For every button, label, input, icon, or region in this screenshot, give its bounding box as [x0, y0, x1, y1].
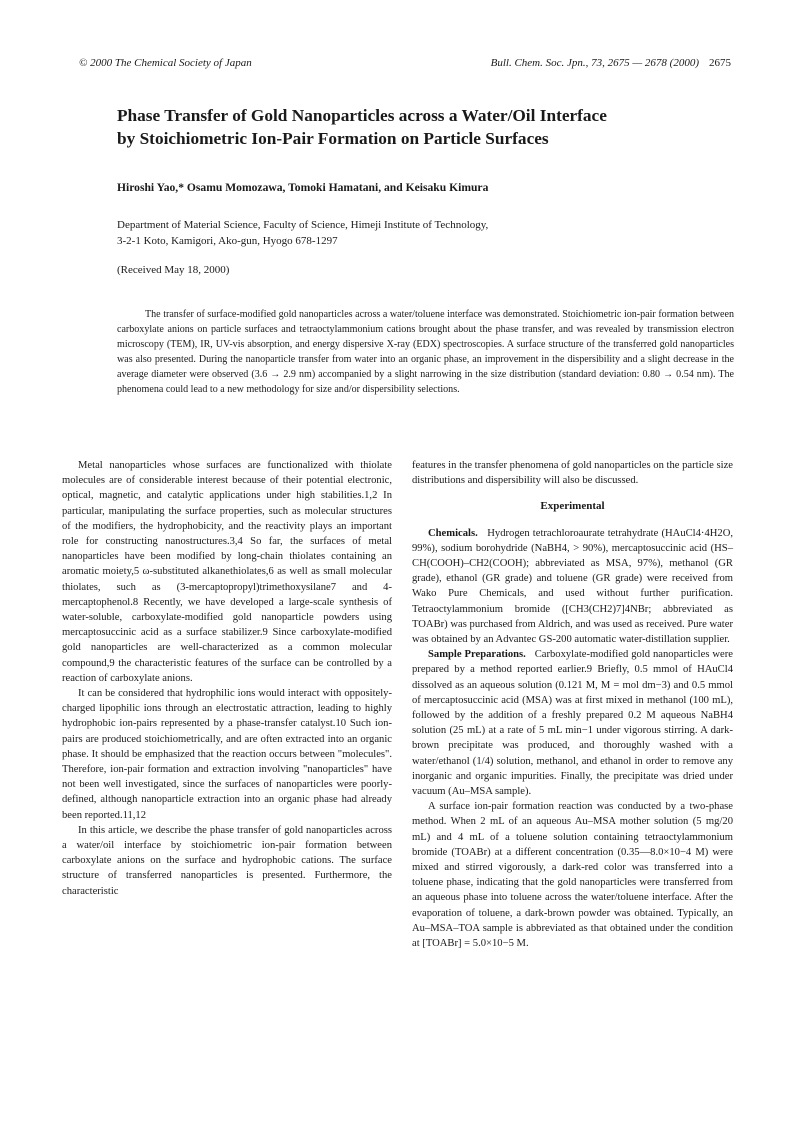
- sample-paragraph: [412, 647, 733, 799]
- ionpair-paragraph: A surface ion-pair formation reaction was conducted by a two-phase method. When 2 mL of an aqueous Au–MSA mother solution (5 mg/20 mL) and 4 mL of a toluene solution containing tetraoctylammonium bromide (TOABr) at a different concentration (0.35—8.0×10−4 M) were mixed and stirred vigorously, a dark-red color was transferred into a toluene phase, indicating that the gold nanoparticles were transferred from an aqueous phase into toluene across the water/toluene interface. After the evaporation of toluene, a dark-brown powder was obtained. Typically, an Au–MSA–TOA sample is abbreviated as that obtained under the condition at [TOABr] = 5.0×10−5 M.: [412, 801, 733, 950]
- chemicals-paragraph: [412, 526, 733, 648]
- received-date: (Received May 18, 2000): [117, 264, 230, 276]
- running-header: [491, 57, 731, 69]
- sample-heading: Sample Preparations.: [428, 649, 526, 661]
- chemicals-heading: Chemicals.: [428, 527, 478, 539]
- right-column: [412, 458, 733, 951]
- copyright-line: © 2000 The Chemical Society of Japan: [79, 57, 252, 69]
- abstract: The transfer of surface-modified gold nanoparticles across a water/toluene interface was demonstrated. Stoichiometric ion-pair formation between carboxylate anions on particle surfaces and tetraoctylammonium cations brought about the phase transfer, and was revealed by transmission electron microscopy (TEM), IR, UV-vis absorption, and energy dispersive X-ray (EDX) spectroscopies. A surface structure of the transferred gold nanoparticles was also presented. During the nanoparticle transfer from water into an organic phase, an improvement in the dispersibility and a slight decrease in the average diameter were observed (3.6 → 2.9 nm) accompanied by a slight narrowing in the size distribution (standard deviation: 0.80 → 0.54 nm). The phenomena could lead to a new methodology for size and/or dispersibility selections.: [117, 309, 734, 395]
- affiliation-line-1: Department of Material Science, Faculty of Science, Himeji Institute of Technology,: [117, 219, 489, 231]
- page-number: 2675: [709, 57, 731, 69]
- title-line-1: Phase Transfer of Gold Nanoparticles across a Water/Oil Interface: [117, 106, 607, 125]
- sample-text: Carboxylate-modified gold nanoparticles were prepared by a method reported earlier.9 Briefly, 0.5 mmol of HAuCl4 dissolved as an aqueous solution (0.121 M, M = mol dm−3) and 0.5 mmol of mercaptosuccinic acid (MSA) was at first mixed in methanol (100 mL), followed by the addition of a freshly prepared 0.2 M aqueous NaBH4 solution (25 mL) at a rate of 5 mL min−1 under vigorous stirring. A dark-brown precipitate was produced, and thoroughly washed with a water/ethanol (1/4) solution, methanol, and ethanol in order to remove any inorganic and organic impurities. Finally, the precipitate was dried under vacuum (Au–MSA sample).: [412, 649, 733, 798]
- intro-paragraph-2: It can be considered that hydrophilic ions would interact with oppositely-charged lipophilic ions through an electrostatic attraction, leading to highly hydrophobic ion-pairs represented by a phase-transfer catalyst.10 Such ion-pairs are produced stoichiometrically, and are often extracted into an organic phase. It should be emphasized that the reaction occurs between "molecules". Therefore, ion-pair formation and extraction involving "nanoparticles" have not been well investigated, since the surfaces of nanoparticles were poorly-defined, although nanoparticle extraction into an organic phase had already been reported.11,12: [62, 688, 392, 821]
- paper-title: [117, 104, 737, 150]
- section-heading-experimental: Experimental: [540, 500, 605, 513]
- left-column: [62, 458, 392, 899]
- author-list: Hiroshi Yao,* Osamu Momozawa, Tomoki Hamatani, and Keisaku Kimura: [117, 181, 489, 194]
- chemicals-text: Hydrogen tetrachloroaurate tetrahydrate (HAuCl4·4H2O, 99%), sodium borohydride (NaBH4, > 90%), mercaptosuccinic acid (HS–CH(COOH)–CH2(COOH); abbreviated as MSA, 97%), methanol (GR grade), ethanol (GR grade) and toluene (GR grade) were received from Wako Pure Chemicals, and used without further purification. Tetraoctylammonium bromide ([CH3(CH2)7]4NBr; abbreviated as TOABr) was purchased from Aldrich, and was used as received. Pure water was obtained by an Advantec GS-200 automatic water-distillation supplier.: [412, 527, 733, 646]
- intro-paragraph-3: In this article, we describe the phase transfer of gold nanoparticles across a water/oil interface by stoichiometric ion-pair formation between carboxylate anions on the surface and hydrophobic cations. The surface structure of transferred nanoparticles is presented. Furthermore, the characteristic: [62, 824, 392, 897]
- title-line-2: by Stoichiometric Ion-Pair Formation on Particle Surfaces: [117, 129, 549, 148]
- intro-continuation: features in the transfer phenomena of gold nanoparticles on the particle size distributions and dispersibility will also be discussed.: [412, 460, 733, 487]
- intro-paragraph-1: Metal nanoparticles whose surfaces are functionalized with thiolate molecules are of considerable interest because of their potential electronic, optical, magnetic, and catalytic applications under high stabilities.1,2 In particular, manipulating the surface properties, such as molecular structures of the modifiers, the hydrophobicity, and the reactivity plays an important role for constructing nanostructures.3,4 So far, the surfaces of metal nanoparticles have been modified by long-chain thiolates containing an aromatic moiety,5 ω-substituted alkanethiolates,6 as well as small molecular thiolates, such as (3-mercaptopropyl)trimethoxysilane7 and 4-mercaptophenol.8 Recently, we have developed a large-scale synthesis of water-soluble, carboxylate-modified gold nanoparticle powders using mercaptosuccinic acid as a surface stabilizer.9 Since carboxylate-modified gold nanoparticles are well-characterized as a common molecular compound,9 the characteristic features of the surface can be controlled by a reaction of carboxylate anions.: [62, 460, 392, 684]
- affiliation: [117, 217, 488, 249]
- journal-citation: Bull. Chem. Soc. Jpn., 73, 2675 — 2678 (2000): [490, 57, 699, 69]
- affiliation-line-2: 3-2-1 Koto, Kamigori, Ako-gun, Hyogo 678-1297: [117, 235, 338, 247]
